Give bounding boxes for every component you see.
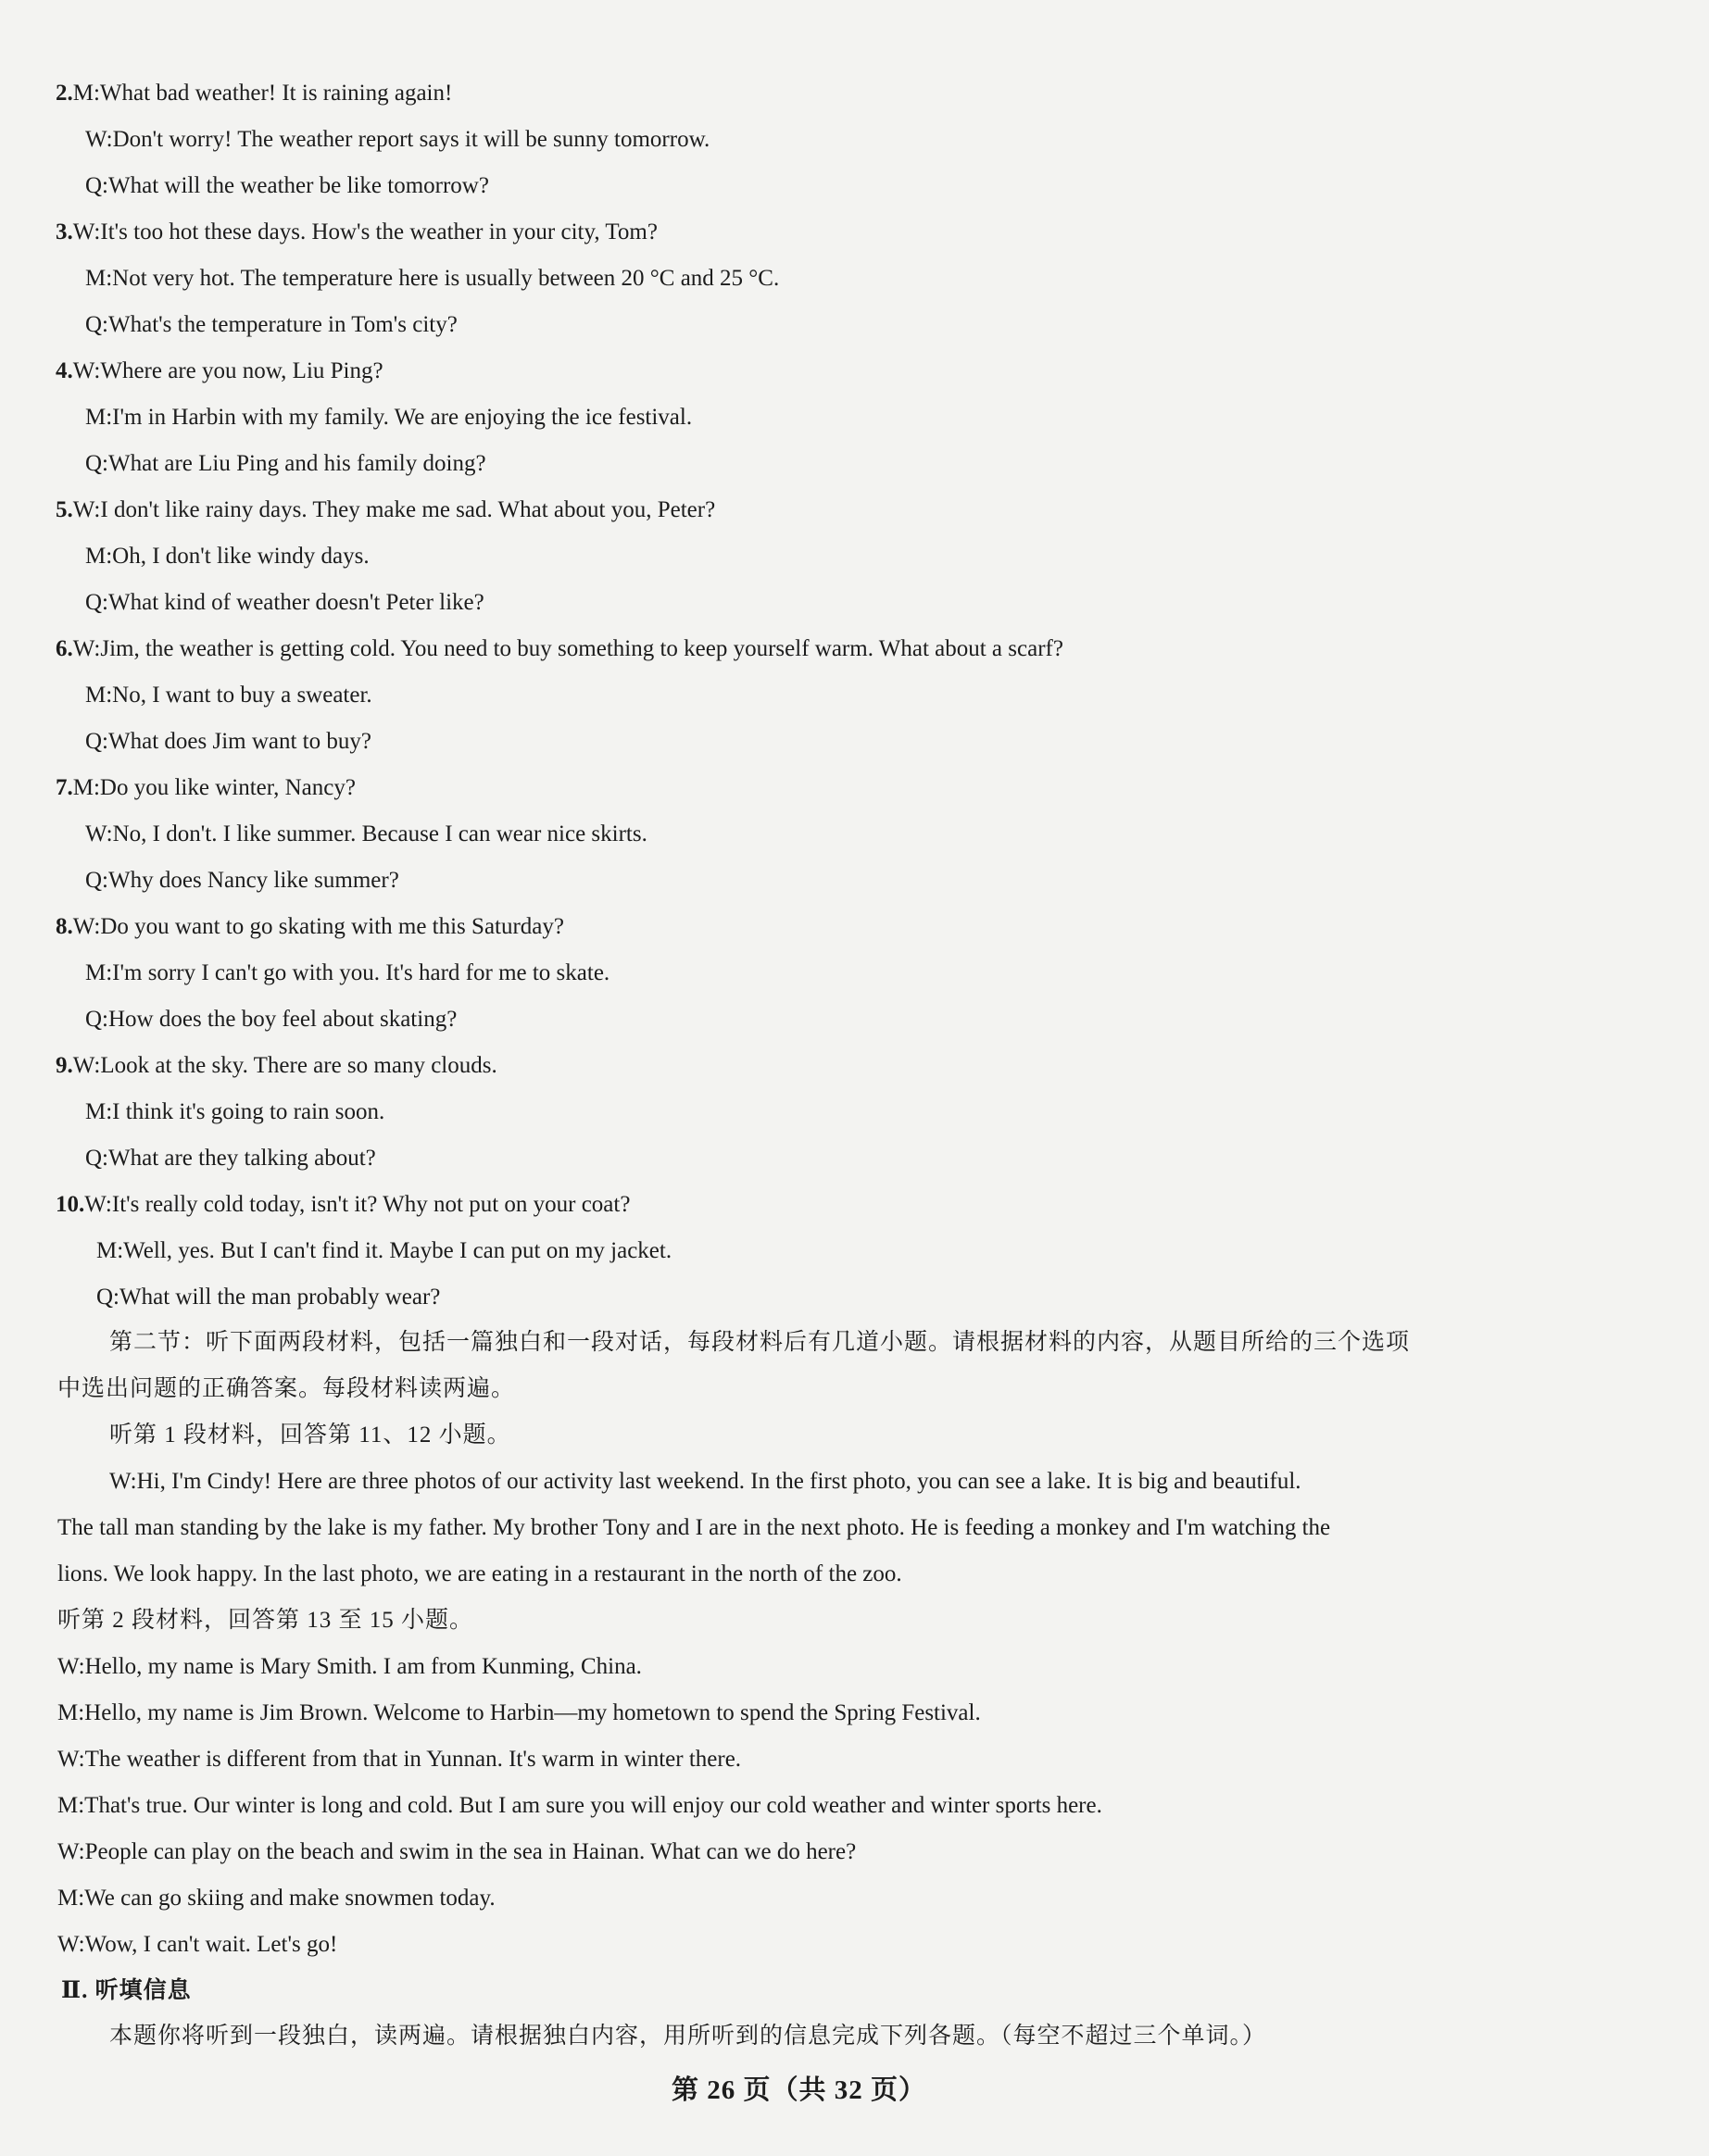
page-number-footer: 第 26 页（共 32 页） (672, 2075, 927, 2105)
material-2-line-3: W:The weather is different from that in Yunnan. It's warm in winter there. (57, 1747, 742, 1772)
item-4-line-2: M:I'm in Harbin with my family. We are enjoying the ice festival. (85, 405, 693, 430)
material-2-heading: 听第 2 段材料，回答第 13 至 15 小题。 (57, 1608, 474, 1633)
material-1-line-3: lions. We look happy. In the last photo, we are eating in a restaurant in the north of the zoo. (57, 1561, 902, 1586)
item-10-line-3: Q:What will the man probably wear? (96, 1285, 441, 1310)
material-2-line-6: M:We can go skiing and make snowmen today. (57, 1886, 496, 1911)
item-10-line-1: 10.W:It's really cold today, isn't it? Why not put on your coat? (56, 1192, 631, 1217)
item-5-line-3: Q:What kind of weather doesn't Peter like? (85, 590, 484, 615)
item-6-line-2: M:No, I want to buy a sweater. (85, 683, 372, 708)
item-3-line-2: M:Not very hot. The temperature here is usually between 20 °C and 25 °C. (85, 266, 780, 291)
item-6-line-1: 6.W:Jim, the weather is getting cold. You need to buy something to keep yourself warm. What about a scarf? (56, 636, 1063, 661)
material-2-line-4: M:That's true. Our winter is long and cold. But I am sure you will enjoy our cold weather and winter sports here. (57, 1793, 1102, 1818)
item-3-line-1: 3.W:It's too hot these days. How's the weather in your city, Tom? (56, 219, 658, 244)
item-10-line-2: M:Well, yes. But I can't find it. Maybe I can put on my jacket. (96, 1238, 672, 1263)
material-2-line-7: W:Wow, I can't wait. Let's go! (57, 1932, 338, 1957)
material-2-line-5: W:People can play on the beach and swim in the sea in Hainan. What can we do here? (57, 1839, 857, 1864)
item-2-line-1: 2.M:What bad weather! It is raining again! (56, 81, 453, 106)
material-2-line-2: M:Hello, my name is Jim Brown. Welcome to Harbin—my hometown to spend the Spring Festival. (57, 1700, 981, 1725)
item-7-line-2: W:No, I don't. I like summer. Because I can wear nice skirts. (85, 821, 647, 846)
item-7-line-1: 7.M:Do you like winter, Nancy? (56, 775, 356, 800)
material-1-line-1: W:Hi, I'm Cindy! Here are three photos of our activity last weekend. In the first photo, you can see a lake. It is big and beautiful. (109, 1469, 1301, 1494)
item-9-line-2: M:I think it's going to rain soon. (85, 1099, 385, 1124)
section2-instruction-line-1: 第二节：听下面两段材料，包括一篇独白和一段对话，每段材料后有几道小题。请根据材料的内容，从题目所给的三个选项 (109, 1330, 1411, 1355)
item-9-line-3: Q:What are they talking about? (85, 1146, 376, 1171)
item-8-line-2: M:I'm sorry I can't go with you. It's hard for me to skate. (85, 960, 610, 985)
item-9-line-1: 9.W:Look at the sky. There are so many clouds. (56, 1053, 497, 1078)
item-4-line-1: 4.W:Where are you now, Liu Ping? (56, 358, 383, 383)
material-1-line-2: The tall man standing by the lake is my father. My brother Tony and I are in the next photo. He is feeding a monkey and I'm watching the (57, 1515, 1331, 1540)
part2-heading: Ⅱ. 听填信息 (61, 1978, 192, 2003)
item-6-line-3: Q:What does Jim want to buy? (85, 729, 371, 754)
section2-instruction-line-2: 中选出问题的正确答案。每段材料读两遍。 (57, 1376, 516, 1401)
item-8-line-1: 8.W:Do you want to go skating with me this Saturday? (56, 914, 564, 939)
material-2-line-1: W:Hello, my name is Mary Smith. I am from Kunming, China. (57, 1654, 642, 1679)
part2-instruction: 本题你将听到一段独白，读两遍。请根据独白内容，用所听到的信息完成下列各题。（每空不超过三个单词。） (109, 2024, 1267, 2049)
item-2-line-2: W:Don't worry! The weather report says it will be sunny tomorrow. (85, 127, 710, 152)
item-4-line-3: Q:What are Liu Ping and his family doing? (85, 451, 486, 476)
item-7-line-3: Q:Why does Nancy like summer? (85, 868, 399, 893)
item-3-line-3: Q:What's the temperature in Tom's city? (85, 312, 458, 337)
item-5-line-2: M:Oh, I don't like windy days. (85, 544, 370, 569)
item-5-line-1: 5.W:I don't like rainy days. They make me sad. What about you, Peter? (56, 497, 716, 522)
item-8-line-3: Q:How does the boy feel about skating? (85, 1007, 458, 1032)
material-1-heading: 听第 1 段材料，回答第 11、12 小题。 (109, 1423, 511, 1448)
item-2-line-3: Q:What will the weather be like tomorrow? (85, 173, 489, 198)
